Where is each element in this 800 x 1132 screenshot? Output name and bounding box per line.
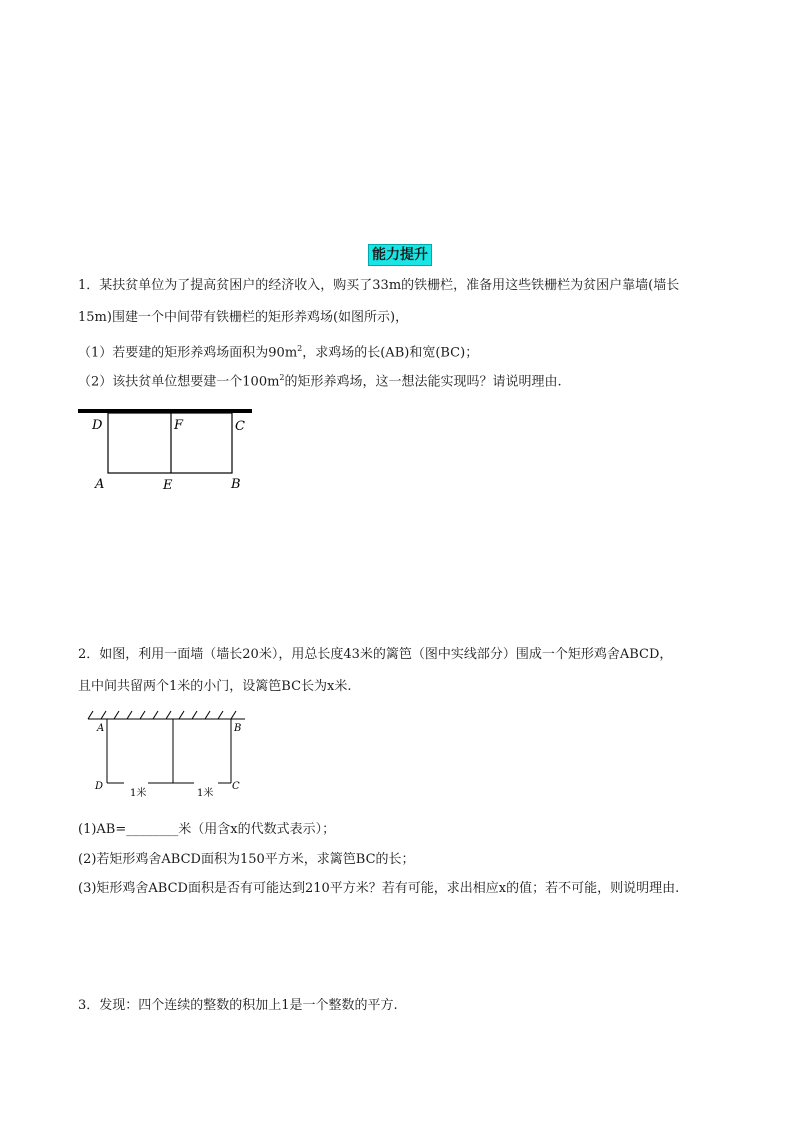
problem3-line1: 3．发现：四个连续的整数的积加上1是一个整数的平方. [78, 998, 398, 1013]
problem1-line1: 1．某扶贫单位为了提高贫困户的经济收入，购买了33m的铁栅栏，准备用这些铁栅栏为贫困户靠墙(墙长 [78, 278, 680, 293]
gap-label-2: 1米 [197, 788, 214, 799]
label-C: C [235, 419, 245, 434]
label2-C: C [232, 781, 240, 792]
problem1-q2-text-end: 的矩形养鸡场，这一想法能实现吗？请说明理由. [284, 374, 562, 390]
label-D: D [92, 418, 103, 433]
problem2-question1: (1)AB=________米（用含x的代数式表示）； [78, 822, 336, 837]
problem1-q2-sup: 2 [279, 373, 285, 382]
label-A: A [95, 477, 105, 492]
label-B: B [231, 477, 241, 492]
problem1-q1-text: （1）若要建的矩形养鸡场面积为90m [78, 345, 298, 361]
label2-A: A [97, 723, 105, 734]
problem2-line1: 2．如图，利用一面墙（墙长20米），用总长度43米的篱笆（图中实线部分）围成一个矩形鸡舍ABCD， [78, 647, 673, 662]
gap-label-1: 1米 [130, 788, 147, 799]
problem2-line2: 且中间共留两个1米的小门，设篱笆BC长为x米. [78, 679, 352, 694]
wall-hatching [88, 711, 236, 719]
problem1-q1-sup: 2 [297, 344, 303, 353]
label2-D: D [95, 781, 104, 792]
problem2-question3: (3)矩形鸡舍ABCD面积是否有可能达到210平方米？若有可能，求出相应x的值；若不可能，则说明理由. [78, 881, 680, 896]
problem1-line2: 15m)围建一个中间带有铁栅栏的矩形养鸡场(如图所示)， [78, 310, 409, 325]
problem1-q2-text: （2）该扶贫单位想要建一个100m [78, 374, 280, 390]
problem1-q1-text-end: ，求鸡场的长(AB)和宽(BC)； [302, 345, 479, 361]
section-title: 能力提升 [368, 244, 432, 266]
label-F: F [174, 418, 184, 433]
label2-B: B [234, 723, 242, 734]
label-E: E [163, 478, 173, 493]
problem2-question2: (2)若矩形鸡舍ABCD面积为150平方米，求篱笆BC的长； [78, 852, 415, 867]
